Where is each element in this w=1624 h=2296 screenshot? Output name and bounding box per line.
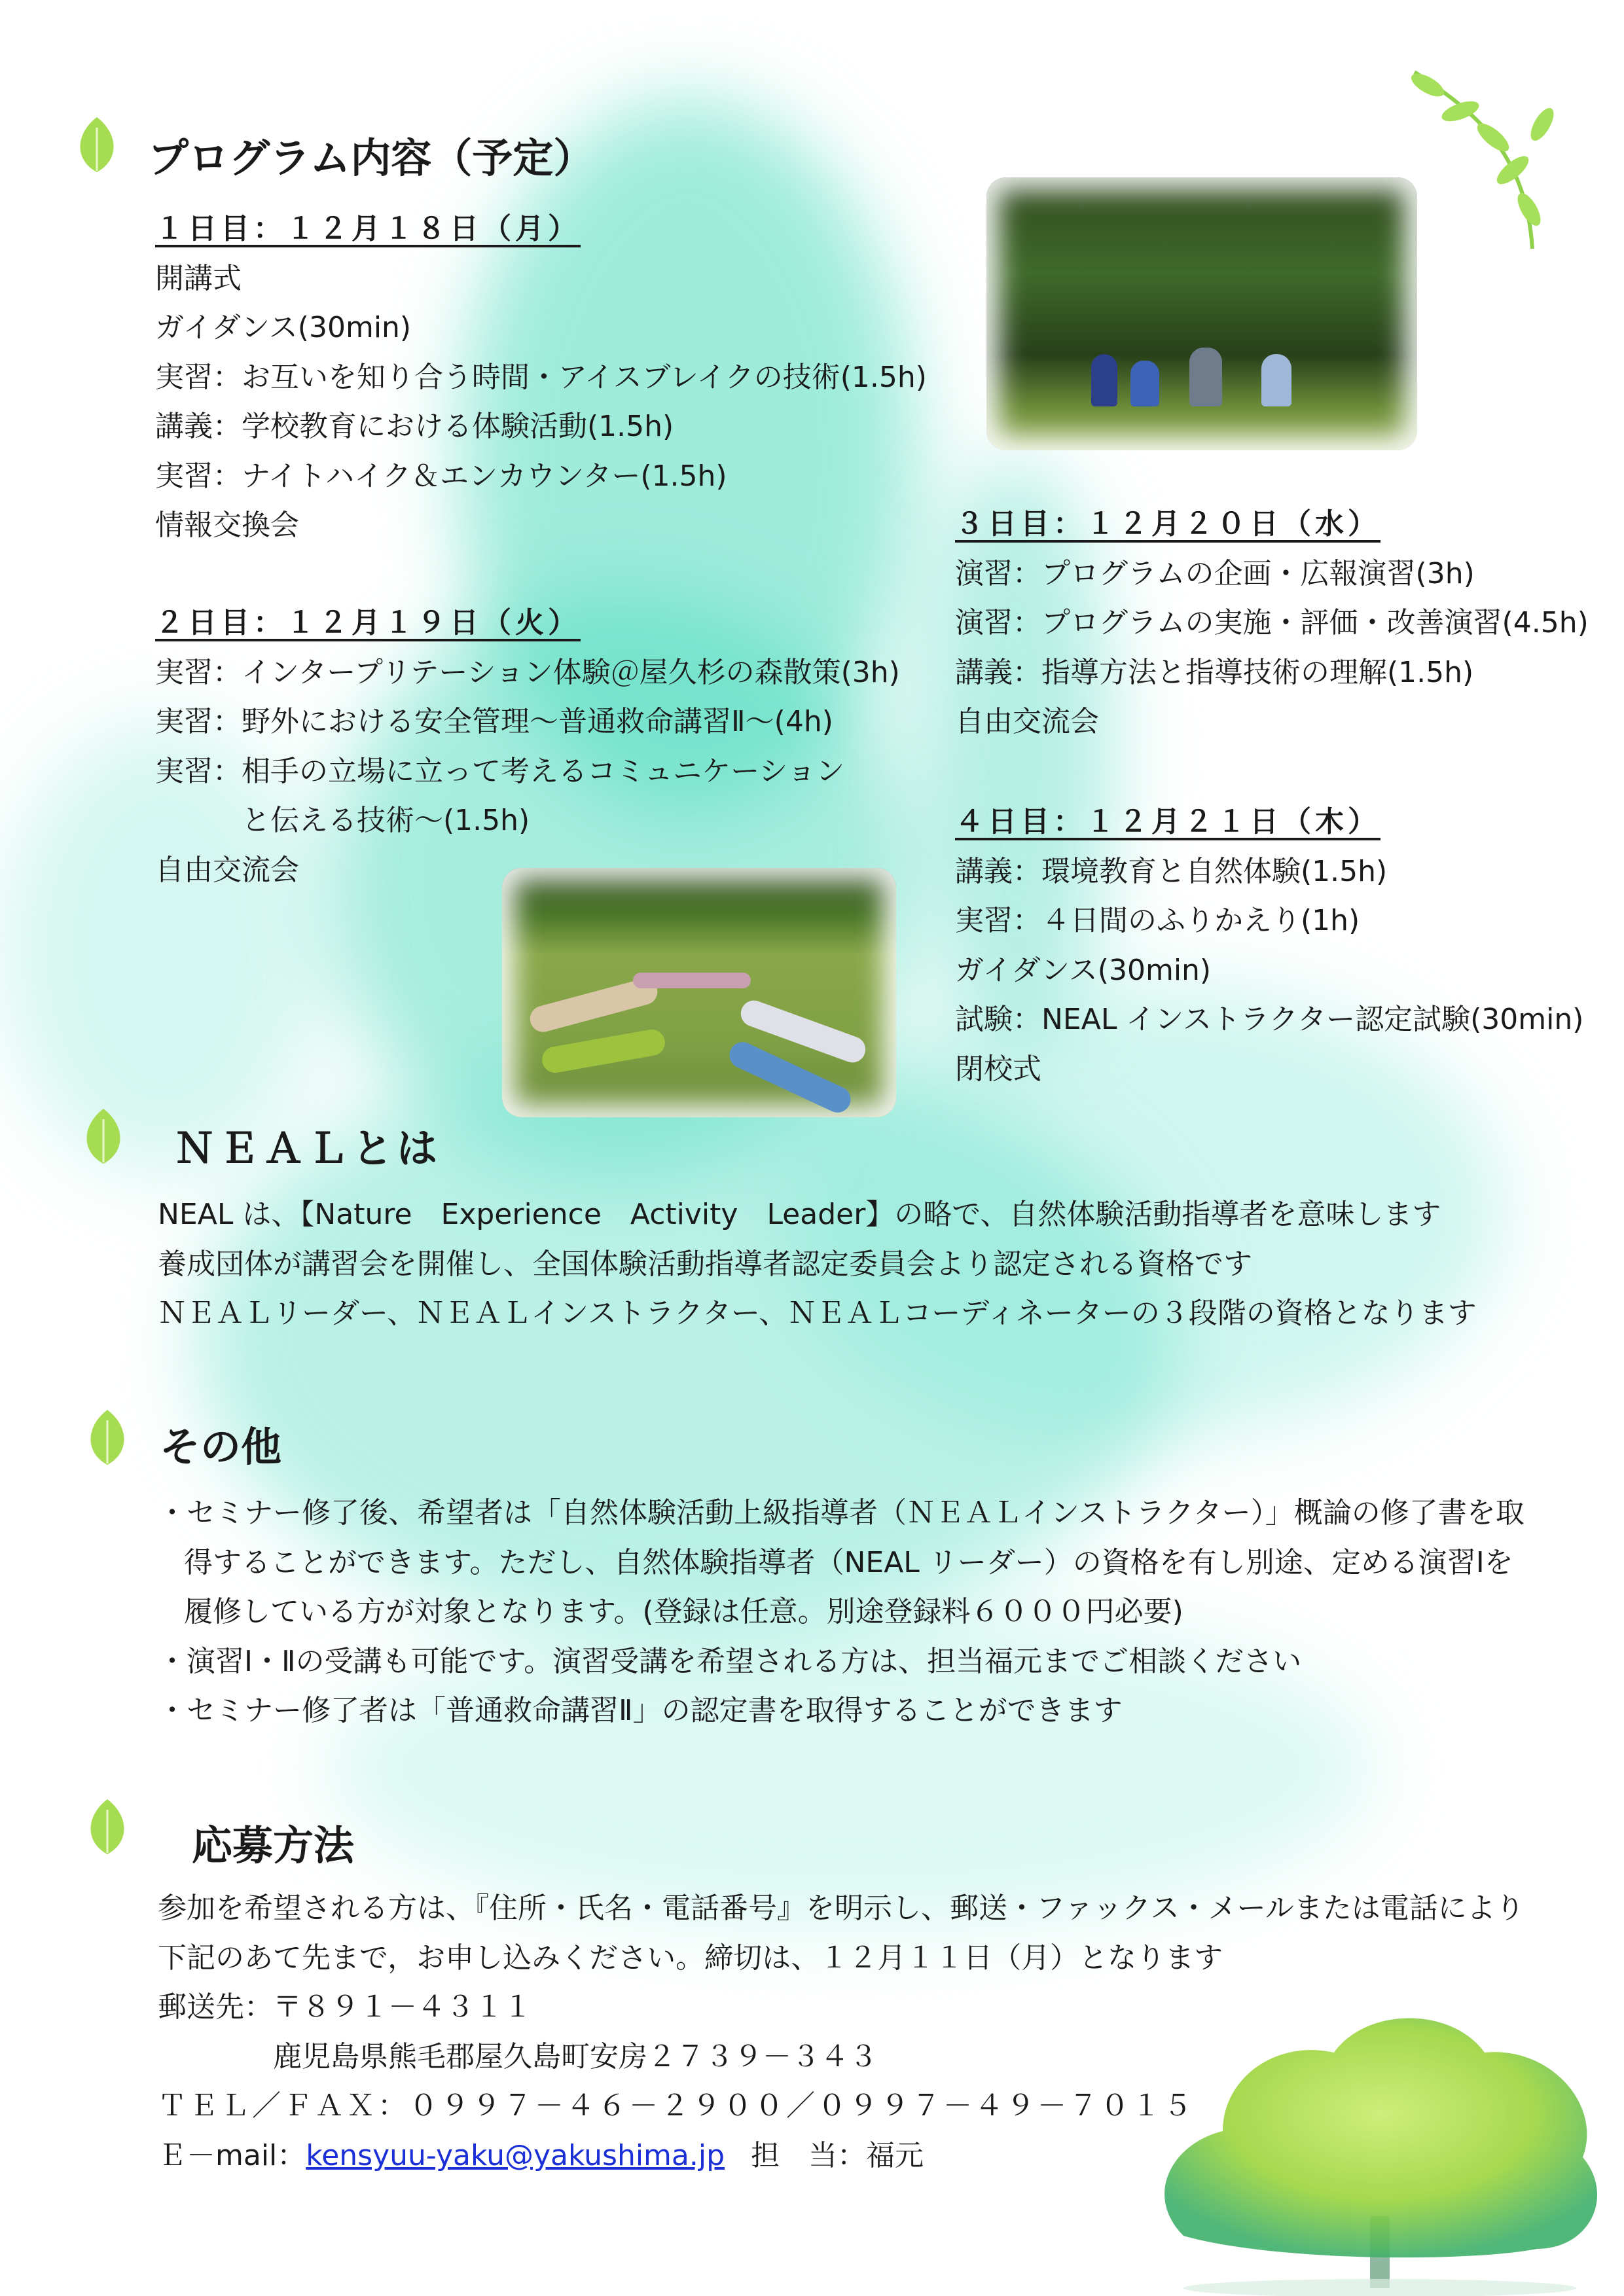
- schedule-item: 講義：指導方法と指導技術の理解(1.5h): [955, 655, 1474, 689]
- email-link[interactable]: kensyuu-yaku@yakushima.jp: [306, 2138, 725, 2172]
- day-heading: ２日目：１２月１９日（火）: [155, 606, 581, 639]
- lying-circle-photo: [502, 868, 896, 1117]
- neal-line: ＮＥＡＬリーダー、ＮＥＡＬインストラクター、ＮＥＡＬコーディネーターの３段階の資格となります: [158, 1297, 1477, 1330]
- leaf-icon: [84, 1797, 131, 1857]
- schedule-item: 自由交流会: [955, 705, 1099, 738]
- schedule-item: ガイダンス(30min): [955, 953, 1212, 987]
- schedule-item: 情報交換会: [155, 509, 299, 542]
- neal-line: 養成団体が講習会を開催し、全国体験活動指導者認定委員会より認定される資格です: [158, 1247, 1252, 1281]
- email-row: [158, 2131, 1525, 2181]
- schedule-item: 実習：お互いを知り合う時間・アイスブレイクの技術(1.5h): [155, 360, 927, 394]
- note-line: ・演習Ⅰ・Ⅱの受講も可能です。演習受講を希望される方は、担当福元までご相談ください: [158, 1644, 1302, 1678]
- forest-group-photo: [986, 177, 1417, 450]
- program-section-title: プログラム内容（予定）: [148, 134, 594, 182]
- day-3-schedule: [955, 499, 1589, 747]
- apply-deadline: 下記のあて先まで，お申し込みください。締切は、１２月１１日（月）となります: [158, 1941, 1223, 1975]
- schedule-item: 演習：プログラムの実施・評価・改善演習(4.5h): [955, 606, 1589, 639]
- schedule-item: 実習：ナイトハイク＆エンカウンター(1.5h): [155, 459, 727, 493]
- note-line: ・セミナー修了者は「普通救命講習Ⅱ」の認定書を取得することができます: [158, 1694, 1123, 1727]
- schedule-item: 実習：野外における安全管理～普通救命講習Ⅱ～(4h): [155, 705, 833, 738]
- postal-address: 鹿児島県熊毛郡屋久島町安房２７３９－３４３: [273, 2039, 878, 2073]
- day-heading: １日目：１２月１８日（月）: [155, 212, 581, 245]
- apply-section-title: 応募方法: [192, 1821, 355, 1869]
- schedule-item: ガイダンス(30min): [155, 311, 412, 344]
- note-line: 得することができます。ただし、自然体験指導者（NEAL リーダー）の資格を有し別途、定める演習Ⅰを: [184, 1545, 1513, 1579]
- email-label: Ｅ－mail：: [158, 2138, 306, 2172]
- schedule-item: 実習：相手の立場に立って考えるコミュニケーション: [155, 754, 845, 788]
- postal-code: 郵送先：〒８９１－４３１１: [158, 1990, 532, 2024]
- day-4-schedule: [955, 797, 1583, 1094]
- day-heading: ３日目：１２月２０日（水）: [955, 507, 1380, 541]
- schedule-item: 実習：４日間のふりかえり(1h): [955, 904, 1360, 937]
- neal-description: [158, 1190, 1477, 1338]
- day-1-schedule: [155, 204, 927, 550]
- schedule-item: 演習：プログラムの企画・広報演習(3h): [955, 556, 1475, 590]
- schedule-item: 実習：インタープリテーション体験＠屋久杉の森散策(3h): [155, 655, 900, 689]
- tel-fax: ＴＥＬ／ＦＡＸ：０９９７－４６－２９００／０９９７－４９－７０１５: [158, 2089, 1195, 2123]
- schedule-item: 講義：学校教育における体験活動(1.5h): [155, 410, 674, 443]
- schedule-item: 閉校式: [955, 1052, 1041, 1086]
- schedule-item: 試験：NEAL インストラクター認定試験(30min): [955, 1003, 1584, 1036]
- schedule-item: 自由交流会: [155, 853, 299, 887]
- apply-instruction: 参加を希望される方は、『住所・氏名・電話番号』を明示し、郵送・ファックス・メールまたは電話により: [158, 1892, 1525, 1925]
- day-2-schedule: [155, 598, 900, 895]
- leaf-icon: [84, 1407, 131, 1467]
- leaf-icon: [73, 115, 120, 175]
- leaf-icon: [80, 1106, 127, 1166]
- note-line: ・セミナー修了後、希望者は「自然体験活動上級指導者（ＮＥＡＬインストラクター）」概論の修了書を取: [158, 1496, 1525, 1530]
- schedule-item: 講義：環境教育と自然体験(1.5h): [955, 854, 1388, 888]
- neal-section-title: ＮＥＡＬとは: [174, 1124, 442, 1172]
- leaf-sprig-decoration: [1395, 59, 1565, 255]
- day-heading: ４日目：１２月２１日（木）: [955, 805, 1380, 838]
- other-section-title: その他: [160, 1423, 282, 1471]
- neal-line: NEAL は、【Nature Experience Activity Leader】の略で、自然体験活動指導者を意味します: [158, 1198, 1441, 1231]
- other-notes: [158, 1488, 1525, 1736]
- note-line: 履修している方が対象となります。(登録は任意。別途登録料６０００円必要): [184, 1595, 1183, 1628]
- apply-details: [158, 1884, 1525, 2180]
- contact-person: 担 当：福元: [751, 2138, 924, 2172]
- schedule-item-continued: と伝える技術～(1.5h): [242, 804, 530, 837]
- schedule-item: 開講式: [155, 261, 242, 295]
